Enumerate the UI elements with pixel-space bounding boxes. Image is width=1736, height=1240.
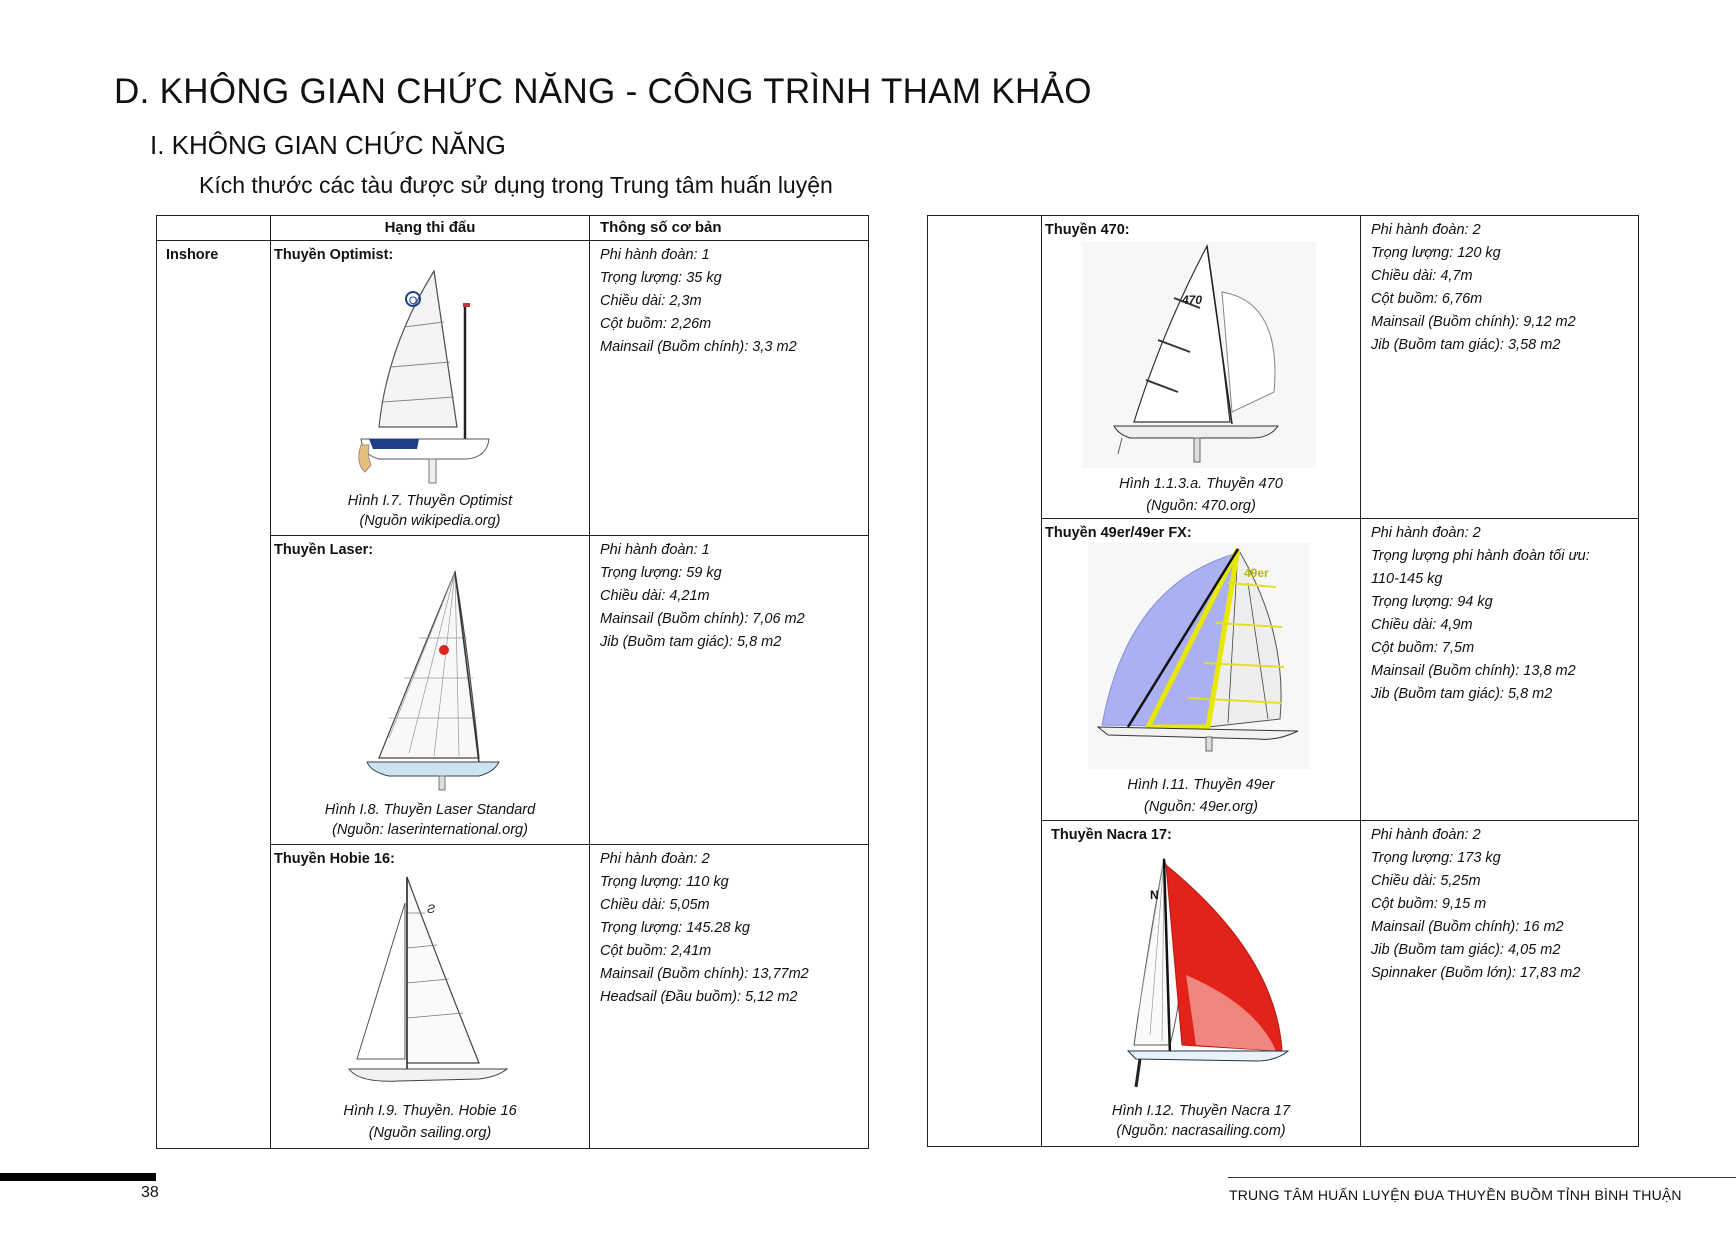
spec-line: Mainsail (Buồm chính): 13,77m2 [600,966,809,982]
spec-line: Headsail (Đầu buồm): 5,12 m2 [600,989,798,1005]
spec-line: Phi hành đoàn: 1 [600,247,710,263]
boat-cell-nacra [1042,821,1361,1147]
spec-line: Cột buồm: 9,15 m [1371,896,1487,912]
spec-line: Trọng lượng: 94 kg [1371,594,1493,610]
spec-line: Jib (Buồm tam giác): 5,8 m2 [600,634,782,650]
spec-line: Trọng lượng: 110 kg [600,874,729,890]
boat-name: Thuyền Laser: [274,542,374,558]
boat-49er-sail-mark: 49er [1244,566,1269,580]
boat-470-illustration [1082,242,1316,468]
boat-470-sail-mark: 470 [1182,293,1203,307]
figure-caption: Hình I.8. Thuyền Laser Standard [324,802,536,818]
spec-line: Chiều dài: 4,7m [1371,268,1473,284]
optimist-illustration [349,267,519,489]
table-row [157,241,869,536]
category-cell: Inshore [157,241,271,1149]
spec-line: Jib (Buồm tam giác): 3,58 m2 [1371,337,1561,353]
boat-name: Thuyền 49er/49er FX: [1045,525,1192,541]
figure-caption: Hình I.12. Thuyền Nacra 17 [1111,1103,1291,1119]
boat-cell-hobie [271,845,590,1149]
spec-line: Cột buồm: 2,41m [600,943,712,959]
optimist-sail-mark: Q [408,295,418,307]
table-header-row [157,216,869,241]
spec-line: Trọng lượng: 145.28 kg [600,920,750,936]
spec-line: Mainsail (Buồm chính): 9,12 m2 [1371,314,1576,330]
spec-line: Mainsail (Buồm chính): 13,8 m2 [1371,663,1576,679]
figure-source: (Nguồn: laserinternational.org) [332,822,528,838]
boat-cell-470 [1042,216,1361,519]
boat-name: Thuyền Nacra 17: [1051,827,1172,843]
footer-title: TRUNG TÂM HUẤN LUYỆN ĐUA THUYỀN BUỒM TỈNH BÌNH THUẬN [1229,1187,1682,1203]
spec-line: Chiều dài: 5,05m [600,897,710,913]
right-boat-table [927,215,1639,1147]
svg-text:Ƨ: Ƨ [427,902,436,916]
header-empty-cell [157,216,271,241]
boat-name: Thuyền 470: [1045,222,1130,238]
spec-line: Chiều dài: 4,21m [600,588,710,604]
spec-line: Cột buồm: 2,26m [600,316,712,332]
spec-line: Phi hành đoàn: 2 [1371,525,1481,541]
boat-name: Thuyền Optimist: [274,247,394,263]
laser-illustration [349,568,519,793]
specs-cell-optimist [590,241,869,536]
figure-caption: Hình I.11. Thuyền 49er [1127,777,1275,793]
spec-line: Jib (Buồm tam giác): 5,8 m2 [1371,686,1553,702]
spec-line: Jib (Buồm tam giác): 4,05 m2 [1371,942,1561,958]
spec-line: Mainsail (Buồm chính): 7,06 m2 [600,611,805,627]
boat-cell-laser [271,536,590,845]
figure-source: (Nguồn: 49er.org) [1144,799,1258,815]
specs-cell-nacra [1361,821,1639,1147]
spec-line: Phi hành đoàn: 2 [1371,222,1481,238]
nacra-illustration [1126,855,1296,1091]
spec-line: Phi hành đoàn: 2 [600,851,710,867]
spec-line: Trọng lượng phi hành đoàn tối ưu: [1371,548,1590,564]
spec-line: Mainsail (Buồm chính): 16 m2 [1371,919,1564,935]
specs-cell-laser [590,536,869,845]
figure-caption: Hình 1.1.3.a. Thuyền 470 [1119,476,1283,492]
hobie-illustration [339,873,519,1088]
spec-line: Phi hành đoàn: 1 [600,542,710,558]
spec-line: Trọng lượng: 173 kg [1371,850,1501,866]
specs-cell-hobie [590,845,869,1149]
figure-caption: Hình I.7. Thuyền Optimist [347,493,513,509]
footer-divider [1228,1177,1736,1178]
spec-line: Chiều dài: 5,25m [1371,873,1481,889]
spec-line: Trọng lượng: 35 kg [600,270,722,286]
nacra-sail-mark: N [1150,888,1159,902]
page-number: 38 [141,1184,159,1201]
specs-cell-470 [1361,216,1639,519]
boat-cell-49er [1042,519,1361,821]
subsection-title: I. KHÔNG GIAN CHỨC NĂNG [150,130,506,160]
header-class: Hạng thi đấu [271,216,590,241]
category-cell-empty [928,216,1042,1147]
boat-name: Thuyền Hobie 16: [274,851,395,867]
spec-line: Cột buồm: 6,76m [1371,291,1483,307]
spec-line: Mainsail (Buồm chính): 3,3 m2 [600,339,797,355]
figure-source: (Nguồn: nacrasailing.com) [1116,1123,1286,1139]
specs-cell-49er [1361,519,1639,821]
spec-line: Trọng lượng: 120 kg [1371,245,1501,261]
spec-line: Chiều dài: 2,3m [600,293,702,309]
spec-line: 110-145 kg [1371,571,1443,587]
boat-49er-illustration [1088,543,1310,769]
figure-source: (Nguồn wikipedia.org) [359,513,501,529]
spec-line: Spinnaker (Buồm lớn): 17,83 m2 [1371,965,1581,981]
spec-line: Cột buồm: 7,5m [1371,640,1475,656]
spec-line: Phi hành đoàn: 2 [1371,827,1481,843]
intro-text: Kích thước các tàu được sử dụng trong Trung tâm huấn luyện [199,172,833,198]
spec-line: Chiều dài: 4,9m [1371,617,1473,633]
figure-source: (Nguồn: 470.org) [1146,498,1256,514]
boat-cell-optimist [271,241,590,536]
header-specs: Thông số cơ bản [590,216,869,241]
figure-source: (Nguồn sailing.org) [368,1125,492,1141]
left-boat-table [156,215,869,1149]
table-row [928,216,1639,519]
figure-caption: Hình I.9. Thuyền. Hobie 16 [343,1103,517,1119]
section-title: D. KHÔNG GIAN CHỨC NĂNG - CÔNG TRÌNH THAM KHẢO [114,72,1092,111]
footer-bar [0,1173,156,1181]
spec-line: Trọng lượng: 59 kg [600,565,722,581]
